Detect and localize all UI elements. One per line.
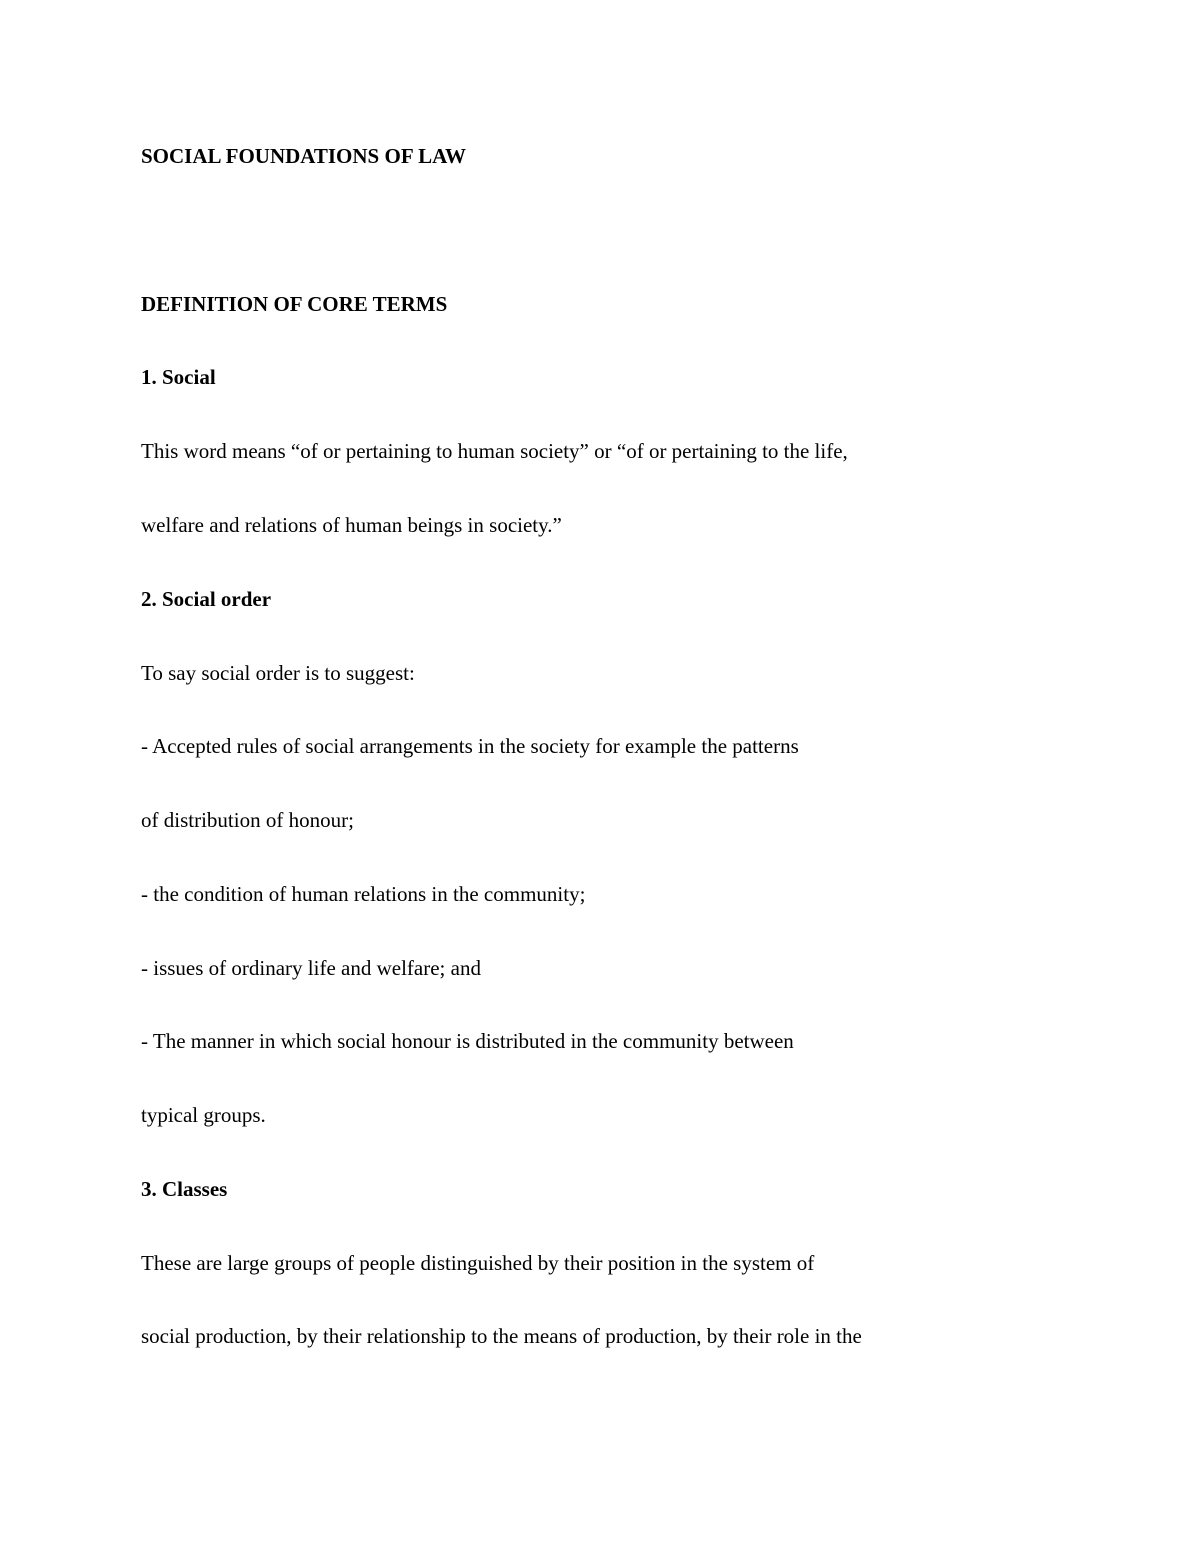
section-heading: DEFINITION OF CORE TERMS (141, 292, 448, 316)
term-social-order-line-2: - Accepted rules of social arrangements in the society for example the patterns (141, 734, 799, 758)
term-classes-line-2: social production, by their relationship to the means of production, by their role in the (141, 1324, 862, 1348)
term-social-line-1: This word means “of or pertaining to human society” or “of or pertaining to the life, (141, 439, 848, 463)
term-social-order-line-5: - issues of ordinary life and welfare; and (141, 956, 481, 980)
term-heading-social-order: 2. Social order (141, 587, 272, 611)
term-classes-line-1: These are large groups of people distinguished by their position in the system of (141, 1251, 815, 1275)
term-social-order-line-6: - The manner in which social honour is distributed in the community between (141, 1029, 794, 1053)
term-heading-classes: 3. Classes (141, 1177, 228, 1201)
term-social-order-line-3: of distribution of honour; (141, 808, 354, 832)
document-title: SOCIAL FOUNDATIONS OF LAW (141, 144, 466, 168)
term-social-order-line-7: typical groups. (141, 1103, 266, 1127)
term-social-order-line-4: - the condition of human relations in the community; (141, 882, 586, 906)
term-heading-social: 1. Social (141, 365, 216, 389)
term-social-order-line-1: To say social order is to suggest: (141, 661, 415, 685)
term-social-line-2: welfare and relations of human beings in society.” (141, 513, 562, 537)
